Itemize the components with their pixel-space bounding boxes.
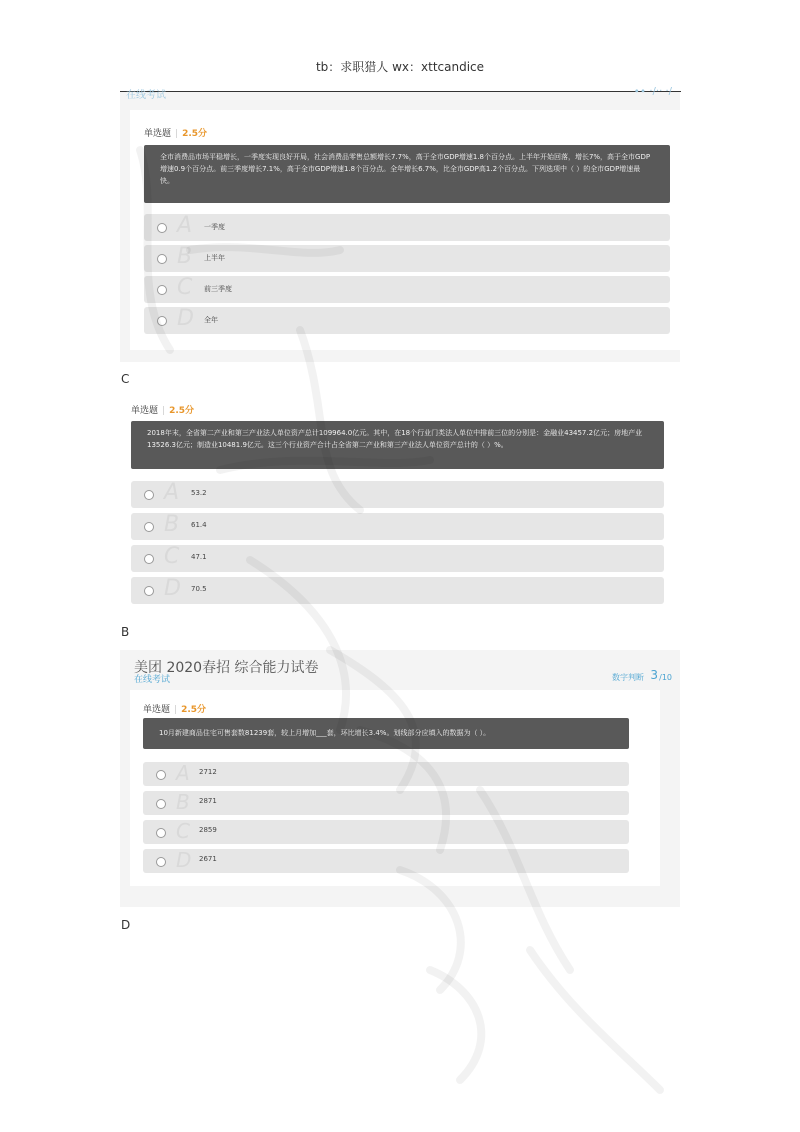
question-stem: 10月新建商品住宅可售套数81239套，较上月增加___套，环比增长3.4%。划线部分应填入的数据为（ ）。	[143, 718, 629, 749]
option-letter: D	[164, 576, 181, 601]
option-letter: A	[164, 480, 180, 505]
option-letter: B	[176, 790, 190, 814]
option-c[interactable]	[143, 820, 629, 844]
radio-button[interactable]	[156, 828, 166, 838]
question-type: 单选题	[143, 705, 171, 715]
option-letter: A	[176, 761, 190, 785]
option-text: 上半年	[204, 254, 225, 262]
exam-title: 美团 2020春招 综合能力试卷	[134, 660, 319, 676]
radio-button[interactable]	[157, 316, 167, 326]
progress-total: /10	[659, 673, 672, 682]
progress-partial: ∙∙ ·/·· ·/	[633, 86, 672, 97]
progress-current: 3	[650, 668, 658, 682]
option-text: 70.5	[191, 585, 207, 593]
option-text: 2871	[199, 797, 217, 805]
option-d[interactable]	[131, 577, 664, 604]
option-letter: C	[177, 275, 193, 300]
option-text: 2671	[199, 855, 217, 863]
option-text: 2859	[199, 826, 217, 834]
answer-1: C	[121, 372, 130, 386]
option-letter: D	[177, 306, 194, 331]
question-stem: 全市消费品市场平稳增长，一季度实现良好开局，社会消费品零售总额增长7.7%，高于全市GDP增速1.8个百分点。上半年开始回落，增长7%，高于全市GDP增速0.9个百分点。前三季度增长7.1%，高于全市GDP增速1.8个百分点。全年增长6.7%，比全市GDP高1.2个百分点。下列选项中（ ）的全市GDP增速最快。	[144, 145, 670, 203]
question-screenshot-2	[120, 392, 680, 608]
radio-button[interactable]	[144, 586, 154, 596]
option-c[interactable]	[131, 545, 664, 572]
radio-button[interactable]	[157, 254, 167, 264]
option-text: 2712	[199, 768, 217, 776]
page-header: tb：求职猎人 wx：xttcandice	[315, 60, 485, 74]
option-text: 一季度	[204, 223, 225, 231]
question-score: 2.5分	[182, 129, 208, 139]
radio-button[interactable]	[156, 770, 166, 780]
question-screenshot-3	[120, 650, 680, 907]
option-a[interactable]	[143, 762, 629, 786]
option-letter: A	[177, 213, 193, 238]
option-letter: C	[176, 819, 190, 843]
answer-3: D	[121, 918, 131, 932]
option-letter: C	[164, 544, 180, 569]
exam-subtitle[interactable]: 在线考试	[134, 675, 171, 685]
radio-button[interactable]	[156, 857, 166, 867]
question-score: 2.5分	[169, 406, 195, 416]
radio-button[interactable]	[156, 799, 166, 809]
question-header: 单选题 | 2.5分	[143, 705, 207, 715]
option-text: 53.2	[191, 489, 207, 497]
option-letter: B	[177, 244, 193, 269]
option-text: 前三季度	[204, 285, 232, 293]
question-type: 单选题	[144, 129, 172, 139]
option-a[interactable]	[131, 481, 664, 508]
option-text: 47.1	[191, 553, 207, 561]
option-text: 61.4	[191, 521, 207, 529]
progress-label: 数字判断	[612, 673, 644, 682]
option-b[interactable]	[144, 245, 670, 272]
option-letter: D	[176, 848, 192, 872]
question-type: 单选题	[131, 406, 159, 416]
option-text: 全年	[204, 316, 218, 324]
question-stem: 2018年末，全省第二产业和第三产业法人单位资产总计109964.0亿元。其中，在18个行业门类法人单位中排前三位的分别是：金融业43457.2亿元；房地产业13526.3亿元；制造业10481.9亿元。这三个行业资产合计占全省第二产业和第三产业法人单位资产总计的（ ）%。	[131, 421, 664, 469]
option-b[interactable]	[143, 791, 629, 815]
option-c[interactable]	[144, 276, 670, 303]
question-header: 单选题 | 2.5分	[131, 406, 195, 416]
radio-button[interactable]	[157, 285, 167, 295]
radio-button[interactable]	[144, 522, 154, 532]
option-a[interactable]	[144, 214, 670, 241]
question-header: 单选题 | 2.5分	[144, 129, 208, 139]
answer-2: B	[121, 625, 130, 639]
radio-button[interactable]	[144, 490, 154, 500]
exam-subtitle-partial: 在线考试	[126, 90, 166, 101]
option-b[interactable]	[131, 513, 664, 540]
radio-button[interactable]	[144, 554, 154, 564]
option-d[interactable]	[144, 307, 670, 334]
question-screenshot-1	[120, 86, 680, 362]
question-score: 2.5分	[181, 705, 207, 715]
radio-button[interactable]	[157, 223, 167, 233]
option-letter: B	[164, 512, 180, 537]
option-d[interactable]	[143, 849, 629, 873]
